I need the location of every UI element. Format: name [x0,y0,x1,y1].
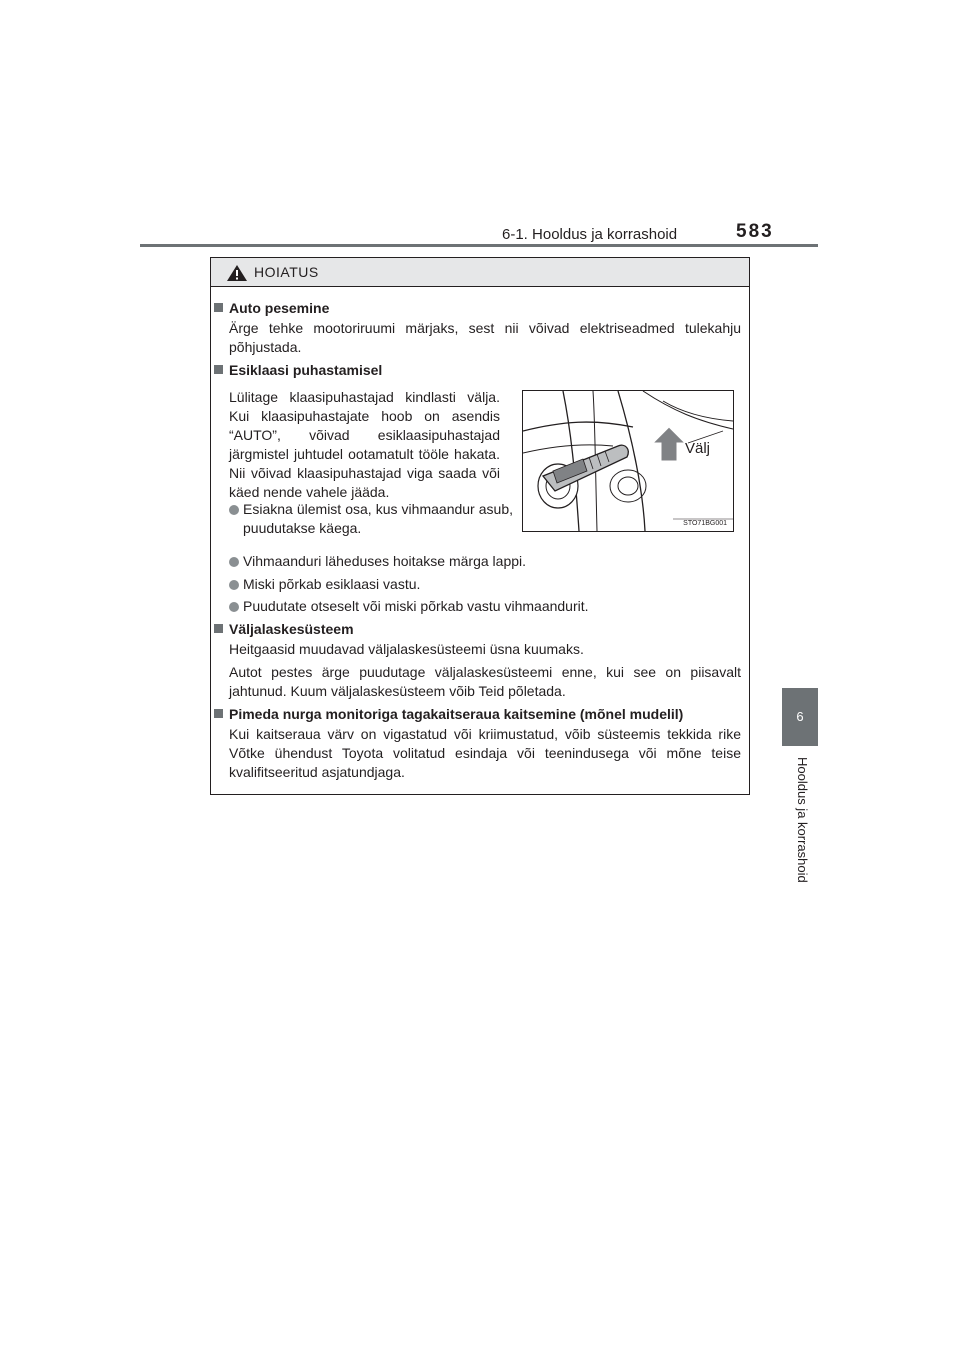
section-text: Ärge tehke mootoriruumi märjaks, sest nii võivad elektriseadmed tulekahju põhjustada. [229,320,741,355]
list-item [229,500,243,519]
wiper-lever-drawing [523,391,733,531]
chapter-label: Hooldus ja korrashoid [795,757,810,883]
section-text: Kui kaitseraua värv on vigastatud või kriimustatud, võib süsteemis tekkida rike Võtke ühendust Toyota volitatud esindaja või teenindusega või mõne teise kvalifitseeritud asjatundjaga. [229,726,741,780]
chapter-tab [782,688,818,746]
figure-code: STO71BG001 [683,520,727,527]
section-heading: Esiklaasi puhastamisel [214,361,382,380]
warning-header [211,258,749,287]
warning-triangle-icon [226,264,248,282]
warning-title: HOIATUS [254,264,319,280]
header-rule [140,244,818,247]
list-item: Vihmaanduri läheduses hoitakse märga lappi. [229,552,526,571]
header-section-title: 6-1. Hooldus ja korrashoid [502,226,678,243]
figure-label-valj: Välj [685,440,711,457]
wiper-lever-illustration [522,390,734,532]
page-number: 583 [736,221,774,242]
section-heading: Väljalaskesüsteem [214,620,354,639]
list-item: Puudutate otseselt või miski põrkab vastu vihmaandurit. [229,597,589,616]
chapter-number: 6 [796,709,804,724]
section-heading: Pimeda nurga monitoriga tagakaitseraua kaitsemine (mõnel mudelil) [214,705,683,724]
list-item: Miski põrkab esiklaasi vastu. [229,575,420,594]
section-heading: Auto pesemine [214,299,329,318]
section-text: Heitgaasid muudavad väljalaskesüsteemi üsna kuumaks. [229,641,584,657]
section-text: Autot pestes ärge puudutage väljalaskesüsteemi enne, kui see on piisavalt jahtunud. Kuum väljalaskesüsteem võib Teid põletada. [229,664,741,699]
list-item-text: Esiakna ülemist osa, kus vihmaandur asub, puudutakse käega. [243,501,513,536]
section-text: Lülitage klaasipuhastajad kindlasti välja. Kui klaasipuhastajate hoob on asendis “AUTO”, võivad esiklaasipuhastajad järgmistel juhtudel ootamatult tööle hakata. Nii võivad klaasipuhastajad viga saada või käed nende vahele jääda. [229,389,500,500]
